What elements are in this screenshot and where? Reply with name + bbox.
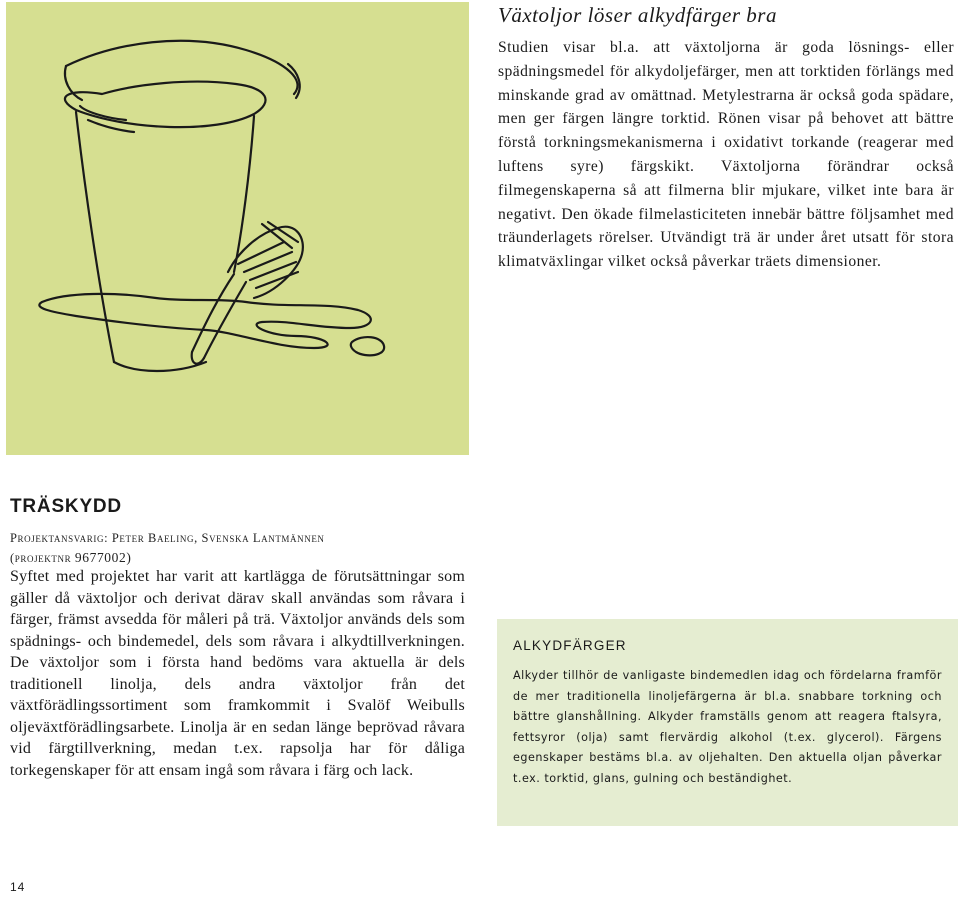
sidebox-title: ALKYDFÄRGER [513, 638, 627, 653]
project-number: 9677002) [74, 550, 132, 565]
section-title: TRÄSKYDD [10, 496, 122, 517]
alkyd-info-box [497, 619, 958, 826]
page-number: 14 [10, 880, 26, 894]
section-body-text: Syftet med projektet har varit att kartlägga de förutsättningar som gäller då växtoljor och derivat därav skall användas som råvara i färger, främst avsedda för måleri på trä. Växtoljor används dels som spädnings- och bindemedel, dels som råvara i alkydtillverkningen. De växtoljor som i första hand bedöms vara aktuella är dels traditionell linolja, dels andra växtoljor från det växtförädlingssortiment som framkommit i Svalöf Weibulls oljeväxtförädlingsarbete. Linolja är en sedan länge beprövad råvara vid färgtillverkning, medan t.ex. rapsolja har för dåliga torkegenskaper för att ensam ingå som råvara i färg och lack. [10, 568, 465, 779]
sidebox-text: Alkyder tillhör de vanligaste bindemedlen idag och fördelarna framför de mer traditionella linoljefärgerna är bl.a. snabbare torkning och bättre glanshållning. Alkyder framställs genom att reagera ftalsyra, fettsyror (olja) samt flervärdig alkohol (t.ex. glycerol). Färgens egenskaper bestäms bl.a. av oljehalten. Den aktuella oljan påverkar t.ex. torktid, glans, gulning och beständighet. [513, 669, 942, 785]
project-number-label: (projektnr [10, 551, 72, 565]
paint-bucket-illustration [6, 2, 469, 455]
top-article-text: Studien visar bl.a. att växtoljorna är goda lösnings- eller spädningsmedel för alkydoljefärger, men att torktiden förlängs med minskande grad av omättnad. Metylestrarna är också goda spädare, men ger färgen längre torktid. Rönen visar på behovet att bättre förstå torkningsmekanismerna i oxidativt torkande (reagerar med luftens syre) färgskikt. Växtoljorna förändrar också filmegenskaperna så att filmerna blir mjukare, vilket inte bara är negativt. Den ökade filmelasticiteten innebär bättre följsamhet med träunderlagets rörelser. Utvändigt trä är under året utsatt för stora klimatväxlingar vilket också påverkar träets dimensioner. [498, 39, 954, 271]
project-info [10, 528, 325, 568]
paint-bucket-brush-icon [6, 2, 469, 455]
top-article-heading: Växtoljor löser alkydfärger bra [498, 3, 777, 27]
project-leader: Projektansvarig: Peter Baeling, Svenska Lantmännen [10, 531, 325, 545]
